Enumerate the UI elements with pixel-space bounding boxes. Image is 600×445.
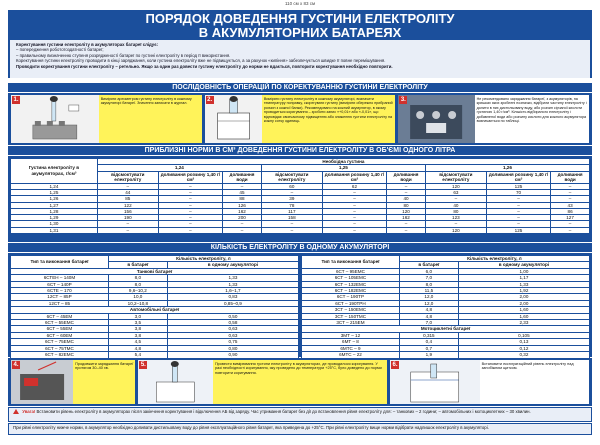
amount-cell: 0,80 bbox=[167, 345, 298, 351]
sub-header: доливання розчину 1,40 г/см³ bbox=[486, 171, 550, 183]
density-cell: 1,27 bbox=[11, 202, 98, 208]
amount-cell: 0,58 bbox=[167, 320, 298, 326]
norm-cell: 158 bbox=[261, 215, 322, 221]
amount-cell: 0,83 bbox=[167, 294, 298, 300]
norm-cell: – bbox=[387, 227, 426, 233]
norm-cell: 80 bbox=[387, 202, 426, 208]
norm-cell: – bbox=[97, 227, 158, 233]
norm-cell: – bbox=[158, 215, 222, 221]
battery-type-cell: 12СТ – 85Р bbox=[11, 294, 109, 300]
level-note-text: При рівні електроліту нижче норми, в акумулятор необхідно доливати дистильовану воду до рівня експлуатаційного рівня батареї, яка приведена до +25°С. При рівні електроліту вище норми відібрати надлишок електроліту в акумуляторі. bbox=[13, 425, 489, 430]
density-cell: 1,26 bbox=[11, 196, 98, 202]
norm-cell: 122 bbox=[97, 202, 158, 208]
step-number: 4. bbox=[13, 362, 19, 368]
info-line: Проводити коректування густини електроліту – ретельно. Якщо за один раз довести густину електроліту до норми не вдається, повторити коректування необхідно повторити. bbox=[16, 63, 393, 69]
norm-cell: 85 bbox=[97, 196, 158, 202]
norm-cell: – bbox=[322, 196, 386, 202]
info-line: Коректування густини електроліту проводити в кінці заряджання, коли густина електроліту вже не підвищується, а за рахунок «кипіння» забезпечується швидке її повне перемішування. bbox=[16, 58, 386, 64]
step-5 bbox=[138, 360, 387, 404]
title-line-1: ПОРЯДОК ДОВЕДЕННЯ ГУСТИНИ ЕЛЕКТРОЛІТУ bbox=[145, 11, 455, 26]
battery-type-cell: 6СТ – 75ТМС bbox=[11, 345, 109, 351]
amount-cell: 2,00 bbox=[458, 300, 589, 306]
battery-type-cell: 6СТ – 190ТР bbox=[302, 294, 400, 300]
battery-type-cell: 6МТ – 8 bbox=[302, 339, 400, 345]
sub-header: доливання води bbox=[551, 171, 590, 183]
norm-cell: – bbox=[322, 189, 386, 195]
type-header: Тип та виконання батареї bbox=[11, 256, 109, 269]
amount-cell: 7,0 bbox=[399, 275, 458, 281]
in-battery-header: в батареї bbox=[108, 262, 167, 268]
norm-cell: – bbox=[551, 189, 590, 195]
amount-cell: 0,4 bbox=[399, 339, 458, 345]
density-cell: 1,28 bbox=[11, 208, 98, 214]
amount-cell: 0,90 bbox=[167, 352, 298, 358]
amount-cell: 1,9 bbox=[399, 352, 458, 358]
step-text: Не рекомендовано заряджання батареї, з акумуляторів, на кришках яких зроблені позначки, відібрати частину електроліту і долити в них дистильовану воду, або розчин сірчаної кислоти густиною 1,40 г/см³. Кількість відбираного електроліту і добавленої води або розчину кислоти для кожного акумулятора визначається по таблиці. bbox=[475, 95, 589, 143]
charger-icon bbox=[11, 360, 73, 404]
amount-cell: 3,0 bbox=[108, 313, 167, 319]
subheading-cell: Мотоциклетні батареї bbox=[302, 326, 590, 332]
norm-cell: – bbox=[261, 227, 322, 233]
norm-cell: – bbox=[425, 221, 486, 227]
operations-steps bbox=[8, 93, 592, 145]
norm-cell: – bbox=[158, 196, 222, 202]
warning-prefix: Увага! bbox=[22, 409, 36, 414]
info-line: – попередження робототоздатності батареї; bbox=[16, 47, 104, 53]
subheading-cell: Танкові батареї bbox=[11, 268, 299, 274]
norm-cell: – bbox=[158, 189, 222, 195]
amount-table-right bbox=[301, 255, 590, 359]
group-header: 1,25 bbox=[261, 165, 425, 171]
qty-header: Кількість електроліту, л bbox=[399, 256, 589, 262]
norm-cell: 44 bbox=[97, 189, 158, 195]
battery-type-cell: 6СТ – 55ЕМС bbox=[11, 320, 109, 326]
norm-cell: 162 bbox=[387, 215, 426, 221]
hydrometer-illustration bbox=[11, 95, 99, 143]
group-header: 1,24 bbox=[97, 165, 261, 171]
norm-cell: – bbox=[158, 227, 222, 233]
amount-cell: 0,7 bbox=[399, 345, 458, 351]
amount-cell: 8,0 bbox=[108, 281, 167, 287]
norm-cell: 123 bbox=[425, 215, 486, 221]
amount-cell: 0,315 bbox=[399, 332, 458, 338]
battery-type-cell: 6СТ – 140Р bbox=[11, 281, 109, 287]
norm-cell: – bbox=[551, 221, 590, 227]
norm-cell: 190 bbox=[97, 215, 158, 221]
warning-note bbox=[8, 407, 592, 422]
sub-header: відсмоктувати електроліту bbox=[261, 171, 322, 183]
battery-type-cell: 3СТ – 150ТМС bbox=[302, 313, 400, 319]
battery-type-cell: 6МТС – 22 bbox=[302, 352, 400, 358]
norm-cell: – bbox=[97, 221, 158, 227]
norm-cell: – bbox=[158, 202, 222, 208]
norm-cell: 78 bbox=[261, 202, 322, 208]
norm-cell: – bbox=[425, 196, 486, 202]
step-text: Провести вимірювання густини електроліту в акумуляторах, де проводилося коригування. У разі необхідності коригування, яку проведено до температури +25°С, було доведено до норми повторити коригування. bbox=[213, 360, 387, 404]
norm-cell: – bbox=[322, 221, 386, 227]
amount-cell: 1,6–1,7 bbox=[167, 288, 298, 294]
norm-cell: 125 bbox=[486, 183, 550, 189]
norm-cell: – bbox=[158, 183, 222, 189]
amount-cell: 12,0 bbox=[399, 300, 458, 306]
norm-cell: 40 bbox=[425, 202, 486, 208]
norm-cell: 39 bbox=[261, 196, 322, 202]
norm-cell: 120 bbox=[425, 183, 486, 189]
norms-table-body bbox=[11, 183, 590, 233]
amount-cell: 4,8 bbox=[399, 313, 458, 319]
amount-cell: 1,00 bbox=[458, 268, 589, 274]
norm-cell: 70 bbox=[486, 189, 550, 195]
section-amount-heading: КІЛЬКІСТЬ ЕЛЕКТРОЛІТУ В ОДНОМУ АКУМУЛЯТОРІ bbox=[8, 243, 592, 252]
norm-cell: – bbox=[322, 208, 386, 214]
norm-cell: – bbox=[486, 196, 550, 202]
norm-cell: 126 bbox=[223, 202, 262, 208]
warning-text: Встановити рівень електроліту в акумуляторах після закінчення коректування і відключення АБ від заряду. Час утримання батареї без дії до встановлення рівня електроліту для: – танкових – 2 години; – автомобільних і мотоциклетних – 30 хвилин. bbox=[36, 409, 531, 414]
step-text: Виміряти ареометром густину електроліту в кожному акумуляторі батареї. Значення записати в журнал. bbox=[99, 95, 202, 143]
sub-header: доливання розчину 1,40 г/см³ bbox=[158, 171, 222, 183]
norm-cell: 86 bbox=[551, 208, 590, 214]
amount-cell: 0,85–0,9 bbox=[167, 300, 298, 306]
norms-row bbox=[11, 227, 590, 233]
info-line: Коректування густини електроліту в акумуляторах батареї слідує: bbox=[16, 42, 158, 47]
amount-cell: 1,33 bbox=[167, 281, 298, 287]
battery-type-cell: 6СТ – 82ЕМС bbox=[11, 352, 109, 358]
battery-type-cell: 6СТ – 45ЕМ bbox=[11, 313, 109, 319]
battery-type-cell: 6СТ – 190ТРН bbox=[302, 300, 400, 306]
sub-header: відсмоктувати електроліту bbox=[425, 171, 486, 183]
group-header: 1,26 bbox=[425, 165, 589, 171]
battery-type-cell: 3СТ – 215ЕМ bbox=[302, 320, 400, 326]
amount-cell: 3,8 bbox=[108, 326, 167, 332]
norm-cell: – bbox=[158, 208, 222, 214]
amount-cell: 0,12 bbox=[458, 345, 589, 351]
subheading-cell: Автомобільні батареї bbox=[11, 307, 299, 313]
density-cell: 1,30 bbox=[11, 221, 98, 227]
level-illustration bbox=[390, 360, 480, 404]
amount-cell: 12,0 bbox=[399, 294, 458, 300]
norm-cell: 127 bbox=[551, 215, 590, 221]
level-note bbox=[8, 423, 592, 435]
norm-cell: 60 bbox=[261, 183, 322, 189]
norm-cell: 88 bbox=[223, 196, 262, 202]
page-title bbox=[8, 10, 592, 40]
norm-cell: – bbox=[387, 183, 426, 189]
step-1 bbox=[11, 95, 202, 143]
amount-cell: 0,105 bbox=[458, 332, 589, 338]
hydrometer-icon bbox=[11, 95, 99, 143]
norm-cell: – bbox=[97, 183, 158, 189]
norm-cell: – bbox=[486, 208, 550, 214]
norm-cell: – bbox=[223, 221, 262, 227]
norm-cell: – bbox=[486, 221, 550, 227]
norm-cell: – bbox=[261, 221, 322, 227]
amount-cell: 0,75 bbox=[167, 339, 298, 345]
in-cell-header: в одному акумуляторі bbox=[458, 262, 589, 268]
battery-type-cell: 12СТ – 85 bbox=[11, 300, 109, 306]
norms-table bbox=[10, 158, 590, 234]
norm-cell: 117 bbox=[261, 208, 322, 214]
step-text: Продовжити заряджання батареї протягом 30–40 хв. bbox=[73, 360, 135, 404]
amount-cell: 4,8 bbox=[399, 307, 458, 313]
sub-header: доливання води bbox=[223, 171, 262, 183]
battery-type-cell: 6СТ – 132ЕМС bbox=[302, 281, 400, 287]
info-line: – правильному визначенню ступеня розрядженості батареї по густині електроліту в період її використання. bbox=[16, 52, 231, 58]
amount-cell: 0,50 bbox=[167, 313, 298, 319]
norm-cell: 45 bbox=[223, 189, 262, 195]
norm-cell: – bbox=[486, 215, 550, 221]
step-number: 1. bbox=[13, 97, 19, 103]
qty-header: Кількість електроліту, л bbox=[108, 256, 298, 262]
size-caption: 110 см х 83 см bbox=[284, 1, 316, 6]
battery-type-cell: 6СТ – 182ЕМС bbox=[302, 288, 400, 294]
amount-right-body bbox=[302, 268, 590, 358]
norm-cell: – bbox=[486, 202, 550, 208]
step-3 bbox=[398, 95, 589, 143]
section-ops-heading: ПОСЛІДОВНІСТЬ ОПЕРАЦІЙ ПО КОРЕКТУВАННЮ ГУСТИНИ ЕЛЕКТРОЛІТУ bbox=[8, 83, 592, 92]
norm-cell: – bbox=[322, 215, 386, 221]
amount-table-left bbox=[10, 255, 299, 359]
amount-cell: 1,60 bbox=[458, 307, 589, 313]
norm-cell: – bbox=[322, 227, 386, 233]
step-text: Виміряти густину електроліту в кожному акумуляторі, визначити температуру поправку, скорегувати густину (виміряти обережно прибраний розчин з кожної банки). Рекомендовано на кожний акумулятор, в якому проводиться коригування – зробити запис «+0,01» або «-0,01», що відповідає своєчасному підвищенню або зниженню густини електроліту на кожну сотку одиниць. bbox=[262, 95, 395, 143]
step-number: 5. bbox=[140, 362, 146, 368]
norm-cell: 125 bbox=[486, 227, 550, 233]
battery-type-cell: 6СТ – 105ЕМС bbox=[302, 275, 400, 281]
amount-cell: 2,33 bbox=[458, 320, 589, 326]
norm-cell: 120 bbox=[425, 227, 486, 233]
norm-cell: 80 bbox=[425, 208, 486, 214]
amount-cell: 0,63 bbox=[167, 332, 298, 338]
amount-cell: 3,8 bbox=[108, 332, 167, 338]
hydrometer-check-illustration bbox=[138, 360, 213, 404]
amount-cell: 1,92 bbox=[458, 288, 589, 294]
norm-cell: – bbox=[387, 189, 426, 195]
sub-header: доливання розчину 1,40 г/см³ bbox=[322, 171, 386, 183]
amount-cell: 0,13 bbox=[458, 339, 589, 345]
electrolyte-level-icon bbox=[390, 360, 480, 404]
amount-cell: 3,5 bbox=[108, 320, 167, 326]
density-cell: 1,24 bbox=[11, 183, 98, 189]
step-6 bbox=[390, 360, 589, 404]
step-number: 6. bbox=[392, 362, 398, 368]
norm-cell: 200 bbox=[223, 215, 262, 221]
battery-type-cell: 6СТЕН – 140М bbox=[11, 275, 109, 281]
amount-cell: 0,63 bbox=[167, 326, 298, 332]
charger-illustration bbox=[11, 360, 73, 404]
norm-cell: 156 bbox=[97, 208, 158, 214]
sub-header: відсмоктувати електроліту bbox=[97, 171, 158, 183]
in-battery-header: в батареї bbox=[399, 262, 458, 268]
norms-table-frame bbox=[8, 156, 592, 242]
density-cell: 1,29 bbox=[11, 215, 98, 221]
amount-cell: 1,33 bbox=[458, 281, 589, 287]
amount-cell: 1,60 bbox=[458, 313, 589, 319]
battery-type-cell: 6СТ – 75ЕМС bbox=[11, 339, 109, 345]
sub-header: доливання води bbox=[387, 171, 426, 183]
amount-table-frame bbox=[8, 253, 592, 357]
amount-cell: 10,0 bbox=[108, 294, 167, 300]
title-line-2: В АКУМУЛЯТОРНИХ БАТАРЕЯХ bbox=[198, 25, 402, 40]
density-column-header: Густина електроліту в акумуляторах, г/см³ bbox=[11, 159, 98, 184]
norm-cell: – bbox=[261, 189, 322, 195]
battery-photo bbox=[398, 95, 474, 143]
intro-text bbox=[8, 40, 592, 78]
norm-cell: – bbox=[551, 196, 590, 202]
amount-left-body bbox=[11, 268, 299, 358]
norm-cell: 162 bbox=[223, 208, 262, 214]
norm-cell: – bbox=[551, 227, 590, 233]
battery-type-cell: 6СТ – 60ЕМ bbox=[11, 332, 109, 338]
amount-cell: 1,17 bbox=[458, 275, 589, 281]
norm-cell: 63 bbox=[425, 189, 486, 195]
amount-cell: 4,5 bbox=[108, 339, 167, 345]
norm-cell: 40 bbox=[387, 196, 426, 202]
battery-photo-icon bbox=[398, 95, 474, 143]
amount-cell: 7,0 bbox=[399, 320, 458, 326]
norm-cell: – bbox=[223, 227, 262, 233]
norm-cell: – bbox=[322, 202, 386, 208]
norm-cell: 62 bbox=[322, 183, 386, 189]
step-number: 2. bbox=[207, 97, 213, 103]
step-4 bbox=[11, 360, 135, 404]
density-cell: 1,31 bbox=[11, 227, 98, 233]
step-text: Встановити експлуатаційний рівень електроліту над запобіжним щитком. bbox=[480, 360, 589, 404]
battery-type-cell: 6СТ – 95ЕМС bbox=[302, 268, 400, 274]
norm-cell: 120 bbox=[387, 208, 426, 214]
amount-cell: 8,0 bbox=[108, 275, 167, 281]
amount-cell: 1,33 bbox=[167, 275, 298, 281]
amount-cell: 0,32 bbox=[458, 352, 589, 358]
battery-type-cell: 6СТЕ – 170 bbox=[11, 288, 109, 294]
norm-cell: – bbox=[551, 183, 590, 189]
amount-cell: 4,8 bbox=[108, 345, 167, 351]
in-cell-header: в одному акумуляторі bbox=[167, 262, 298, 268]
amount-cell: 9,6–10,2 bbox=[108, 288, 167, 294]
battery-type-cell: 3МТ – 12 bbox=[302, 332, 400, 338]
amount-cell: 5,4 bbox=[108, 352, 167, 358]
hydrometer-check-icon bbox=[138, 360, 213, 404]
battery-type-cell: 6МТС – 9 bbox=[302, 345, 400, 351]
amount-cell: 6,0 bbox=[399, 268, 458, 274]
norm-cell: – bbox=[223, 183, 262, 189]
amount-cell: 10,2–10,8 bbox=[108, 300, 167, 306]
battery-type-cell: 3СТ – 150ЕМС bbox=[302, 307, 400, 313]
section-norms-heading: ПРИБЛИЗНІ НОРМИ В СМ³ ДОВЕДЕННЯ ГУСТИНИ ЕЛЕКТРОЛІТУ В ОБ'ЄМІ ОДНОГО ЛІТРА bbox=[8, 146, 592, 155]
norm-cell: – bbox=[387, 221, 426, 227]
battery-type-cell: 6СТ – 55ЕМ bbox=[11, 326, 109, 332]
density-cell: 1,25 bbox=[11, 189, 98, 195]
final-steps bbox=[8, 358, 592, 406]
step-number: 3. bbox=[400, 97, 406, 103]
type-header: Тип та виконання батареї bbox=[302, 256, 400, 269]
amount-cell: 8,0 bbox=[399, 281, 458, 287]
amount-cell: 2,00 bbox=[458, 294, 589, 300]
step-2 bbox=[205, 95, 396, 143]
required-density-header: Необхідна густина bbox=[97, 159, 589, 165]
norm-cell: – bbox=[158, 221, 222, 227]
norm-cell: 43 bbox=[551, 202, 590, 208]
amount-cell: 11,5 bbox=[399, 288, 458, 294]
warning-icon bbox=[13, 409, 19, 414]
